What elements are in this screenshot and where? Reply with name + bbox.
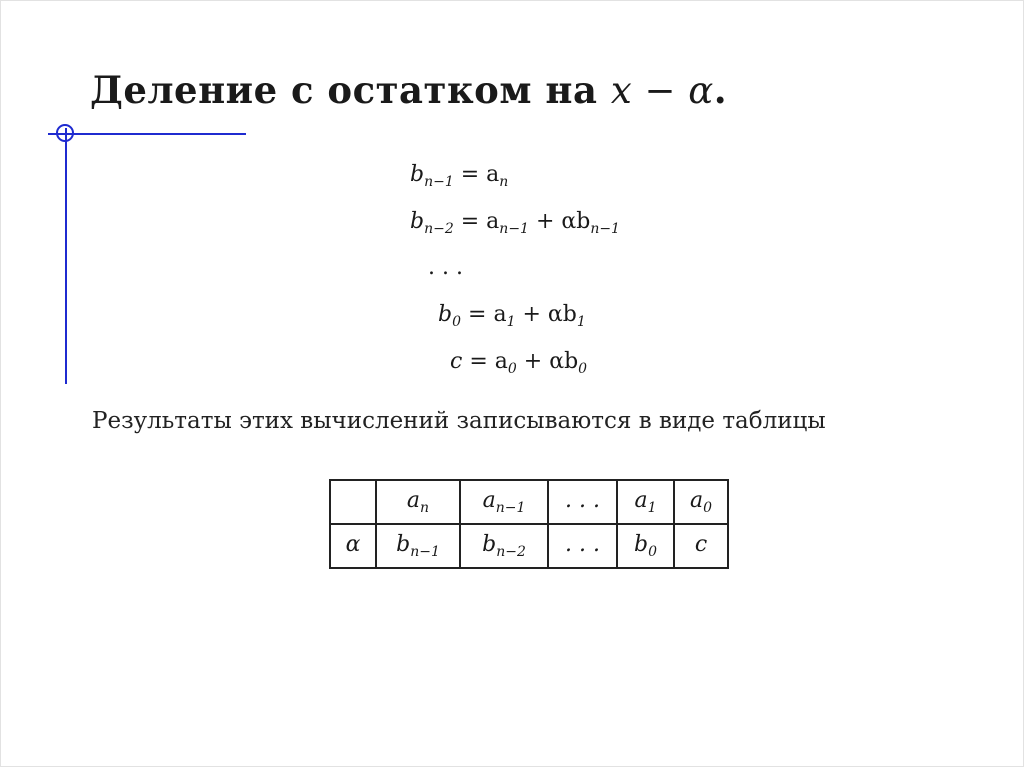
slide-title bbox=[90, 68, 727, 112]
eq1-rhs: = a bbox=[460, 162, 500, 187]
table-cell: . . . bbox=[548, 480, 617, 524]
eq2-rhs: = a bbox=[460, 209, 500, 234]
table-row-results bbox=[330, 524, 728, 568]
equation-3 bbox=[438, 302, 586, 330]
title-math: x − α bbox=[610, 69, 714, 112]
table-cell: . . . bbox=[548, 524, 617, 568]
eq3-lhs-sub: 0 bbox=[452, 314, 462, 330]
table-row-coefficients bbox=[330, 480, 728, 524]
equation-4 bbox=[450, 349, 587, 377]
table-cell: α bbox=[330, 524, 376, 568]
eq2-lhs-sub: n−2 bbox=[424, 221, 454, 237]
equation-1 bbox=[410, 162, 508, 190]
eq3-rhs-sub: 1 bbox=[506, 314, 516, 330]
results-sentence: Результаты этих вычислений записываются в виде таблицы bbox=[92, 408, 826, 434]
eq4-rhs-sub: 0 bbox=[507, 361, 517, 377]
eq3-tail-sub: 1 bbox=[576, 314, 586, 330]
eq3-lhs: b bbox=[438, 302, 453, 327]
table-cell: $a_0$ bbox=[674, 480, 728, 524]
title-period: . bbox=[713, 68, 728, 112]
guide-crosshair-icon bbox=[56, 124, 74, 142]
table-cell: c bbox=[674, 524, 728, 568]
horner-table bbox=[329, 479, 729, 569]
table-cell: $b_0$ bbox=[617, 524, 674, 568]
eq2-lhs: b bbox=[410, 209, 425, 234]
equation-dots: . . . bbox=[428, 255, 463, 280]
guide-horizontal-line bbox=[48, 133, 246, 135]
eq2-rhs-sub: n−1 bbox=[499, 221, 529, 237]
eq4-tail-sub: 0 bbox=[578, 361, 588, 377]
guide-vertical-line bbox=[65, 128, 67, 384]
eq3-tail: + αb bbox=[515, 302, 577, 327]
table-cell: $b_{n-2}$ bbox=[460, 524, 548, 568]
eq2-tail: + αb bbox=[528, 209, 591, 234]
table-cell: $a_n$ bbox=[376, 480, 460, 524]
eq2-tail-sub: n−1 bbox=[590, 221, 620, 237]
equation-2 bbox=[410, 209, 620, 237]
table-cell: $a_{n-1}$ bbox=[460, 480, 548, 524]
table-cell bbox=[330, 480, 376, 524]
eq4-rhs: = a bbox=[469, 349, 508, 374]
eq1-lhs: b bbox=[410, 162, 425, 187]
eq1-rhs-sub: n bbox=[499, 174, 509, 190]
eq4-lhs: c bbox=[450, 349, 463, 374]
table-cell: $b_{n-1}$ bbox=[376, 524, 460, 568]
eq1-lhs-sub: n−1 bbox=[424, 174, 454, 190]
title-text: Деление с остатком на bbox=[90, 68, 611, 112]
eq3-rhs: = a bbox=[468, 302, 507, 327]
table-cell: $a_1$ bbox=[617, 480, 674, 524]
eq4-tail: + αb bbox=[516, 349, 579, 374]
